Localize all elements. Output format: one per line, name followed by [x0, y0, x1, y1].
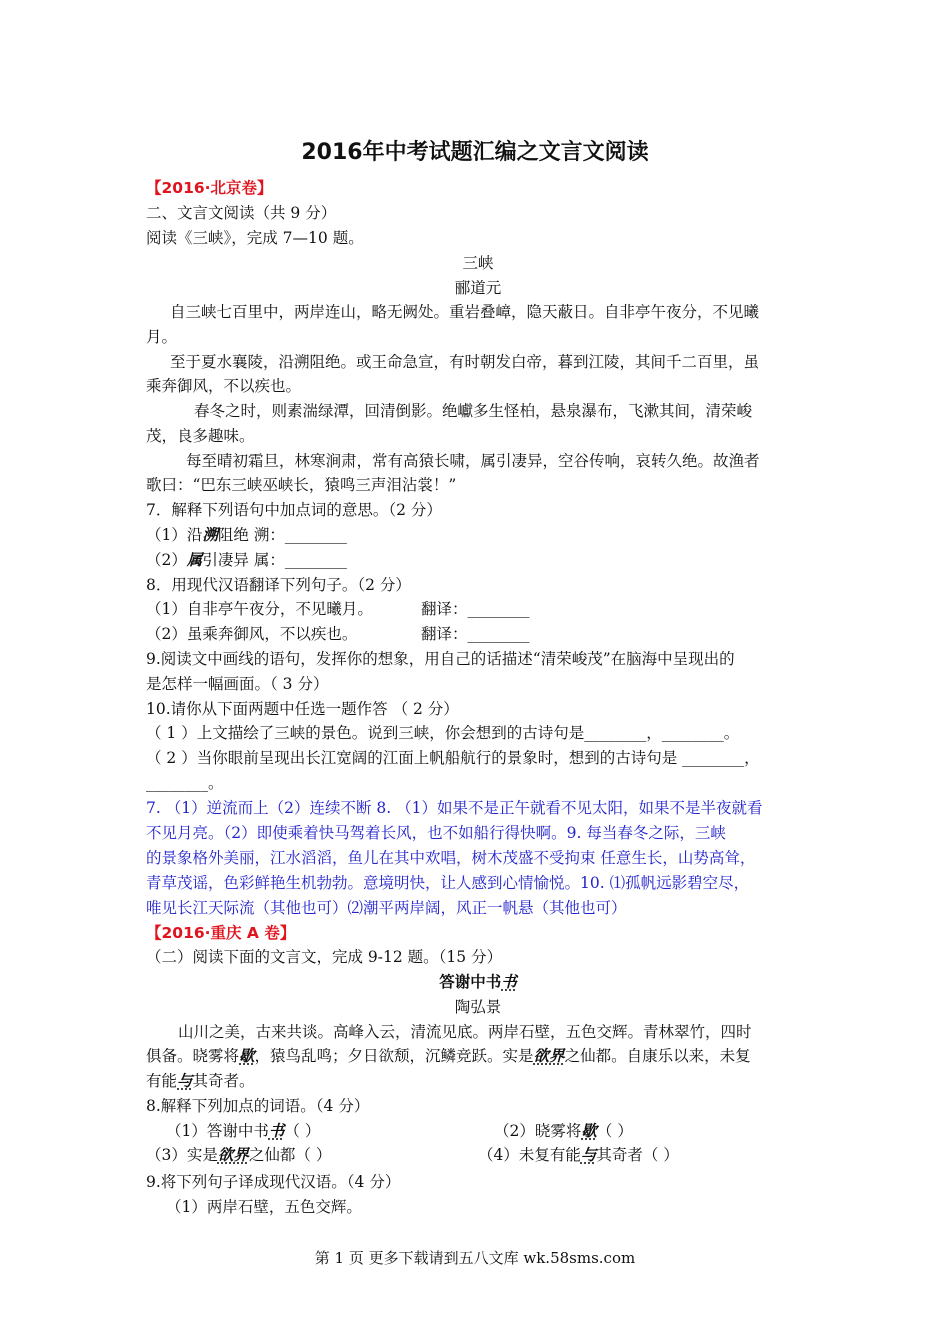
p-text: 其奇者。 [192, 1072, 255, 1090]
dotted-word: 书 [501, 973, 517, 991]
q-text: 其奇者（ ） [596, 1146, 679, 1164]
question-10-2: （ 2 ）当你眼前呈现出长江宽阔的江面上帆船航行的景象时，想到的古诗句是 ________， [146, 749, 760, 767]
section-intro: 二、文言文阅读（共 9 分） [146, 204, 337, 222]
paragraph-line: 乘奔御风，不以疾也。 [146, 377, 302, 395]
dotted-word: 欲界 [217, 1145, 249, 1164]
question-7: 7．解释下列语句中加点词的意思。（2 分） [146, 501, 442, 519]
question-8: 8.解释下列加点的词语。（4 分） [146, 1097, 370, 1115]
question-9: 是怎样一幅画面。（ 3 分） [146, 675, 329, 693]
dotted-word: 歇 [239, 1046, 255, 1065]
question-7-1 [146, 523, 810, 548]
dotted-word: 溯 [202, 525, 218, 544]
paragraph-line: 茂，良多趣味。 [146, 427, 255, 445]
question-9: 9.阅读文中画线的语句，发挥你的想象，用自己的话描述“清荣峻茂”在脑海中呈现出的 [146, 650, 735, 668]
question-10: 10.请你从下面两题中任选一题作答 （ 2 分） [146, 700, 459, 718]
section-intro: （二）阅读下面的文言文，完成 9-12 题。（15 分） [146, 948, 503, 966]
paragraph-line: 自三峡七百里中，两岸连山，略无阙处。重岩叠嶂，隐天蔽日。自非亭午夜分，不见曦 [170, 303, 760, 321]
section-header-chongqing: 【2016·重庆 A 卷】 [146, 924, 296, 942]
question-8-4 [478, 1143, 810, 1168]
q-text: 阻绝 溯：________ [217, 526, 347, 544]
answer-line: 7. （1）逆流而上（2）连续不断 8. （1）如果不是正午就看不见太阳，如果不是半夜就看 [146, 799, 763, 817]
paragraph-line: 山川之美，古来共谈。高峰入云，清流见底。两岸石壁，五色交辉。青林翠竹，四时 [178, 1023, 752, 1041]
answer-line: 唯见长江天际流（其他也可）⑵潮平两岸阔，风正一帆悬（其他也可） [146, 899, 627, 917]
paragraph-line: 月。 [146, 328, 178, 346]
question-8-1 [166, 1119, 486, 1144]
dotted-word: 属 [186, 550, 203, 569]
q-text: （2） [146, 551, 187, 569]
q-text: （1）答谢中书 [166, 1122, 269, 1140]
dotted-word: 欲界 [533, 1046, 565, 1065]
paragraph-line: 每至晴初霜旦，林寒涧肃，常有高猿长啸，属引凄异，空谷传响，哀转久绝。故渔者 [186, 452, 760, 470]
dotted-word: 与 [177, 1071, 193, 1090]
title-text: 答谢中书 [439, 973, 502, 991]
q-text: 之仙都（ ） [248, 1146, 332, 1164]
translation-blank: 翻译：________ [421, 625, 530, 643]
text-author: 郦道元 [454, 279, 502, 297]
section-header-beijing: 【2016·北京卷】 [146, 179, 273, 197]
paragraph-line: 歌曰：“巴东三峡巫峡长，猿鸣三声泪沾裳！” [146, 476, 457, 494]
dotted-word: 书 [268, 1121, 285, 1140]
question-8-2 [494, 1119, 810, 1144]
text-title [146, 970, 810, 995]
q-text: 引凄异 属：________ [202, 551, 347, 569]
answer-line: 的景象格外美丽，江水滔滔，鱼儿在其中欢唱，树木茂盛不受拘束 任意生长，山势高耸， [146, 849, 756, 867]
question-9-1: （1）两岸石壁，五色交辉。 [166, 1198, 362, 1216]
question-7-2 [146, 548, 810, 573]
question-9: 9.将下列句子译成现代汉语。（4 分） [146, 1173, 401, 1191]
paragraph-line [146, 1044, 810, 1069]
page-title: 2016年中考试题汇编之文言文阅读 [301, 140, 649, 165]
page-footer: 第 1 页 更多下载请到五八文库 wk.58sms.com [314, 1249, 636, 1267]
p-text: 有能 [146, 1072, 178, 1090]
dotted-word: 歇 [581, 1121, 597, 1140]
paragraph-line: 至于夏水襄陵，沿溯阻绝。或王命急宣，有时朝发白帝，暮到江陵，其间千二百里，虽 [170, 353, 760, 371]
q-text: （2）晓雾将 [494, 1122, 582, 1140]
q-text: （1）沿 [146, 526, 203, 544]
p-text: ，猿鸟乱鸣；夕日欲颓，沉鳞竞跃。实是 [254, 1047, 534, 1065]
question-10-2: ________。 [146, 774, 224, 792]
answer-line: 不见月亮。（2）即使乘着快马驾着长风，也不如船行得快啊。9. 每当春冬之际，三峡 [146, 824, 726, 842]
text-title: 三峡 [462, 254, 494, 272]
reading-instruction: 阅读《三峡》，完成 7—10 题。 [146, 229, 364, 247]
answer-line: 青草茂谣，色彩鲜艳生机勃勃。意境明快，让人感到心情愉悦。10. ⑴孤帆远影碧空尽， [146, 874, 750, 892]
q-text: （3）实是 [146, 1146, 218, 1164]
paragraph-line: 春冬之时，则素湍绿潭，回清倒影。绝巘多生怪柏，悬泉瀑布，飞漱其间，清荣峻 [194, 402, 753, 420]
question-8-2: （2）虽乘奔御风，不以疾也。 [146, 625, 358, 643]
q-text: （4）未复有能 [478, 1146, 581, 1164]
translation-blank: 翻译：________ [421, 600, 530, 618]
p-text: 之仙都。自康乐以来，未复 [564, 1047, 751, 1065]
question-8: 8．用现代汉语翻译下列句子。（2 分） [146, 576, 411, 594]
question-10-1: （ 1 ）上文描绘了三峡的景色。说到三峡，你会想到的古诗句是________，________。 [146, 724, 740, 742]
q-text: （1）自非亭午夜分，不见曦月。 [146, 600, 373, 618]
p-text: 俱备。晓雾将 [146, 1047, 240, 1065]
q-text: （ ） [596, 1122, 633, 1140]
dotted-word: 与 [580, 1145, 597, 1164]
q-text: （ ） [284, 1122, 321, 1140]
paragraph-line [146, 1069, 810, 1094]
question-8-3 [146, 1143, 476, 1168]
text-author: 陶弘景 [454, 998, 502, 1016]
